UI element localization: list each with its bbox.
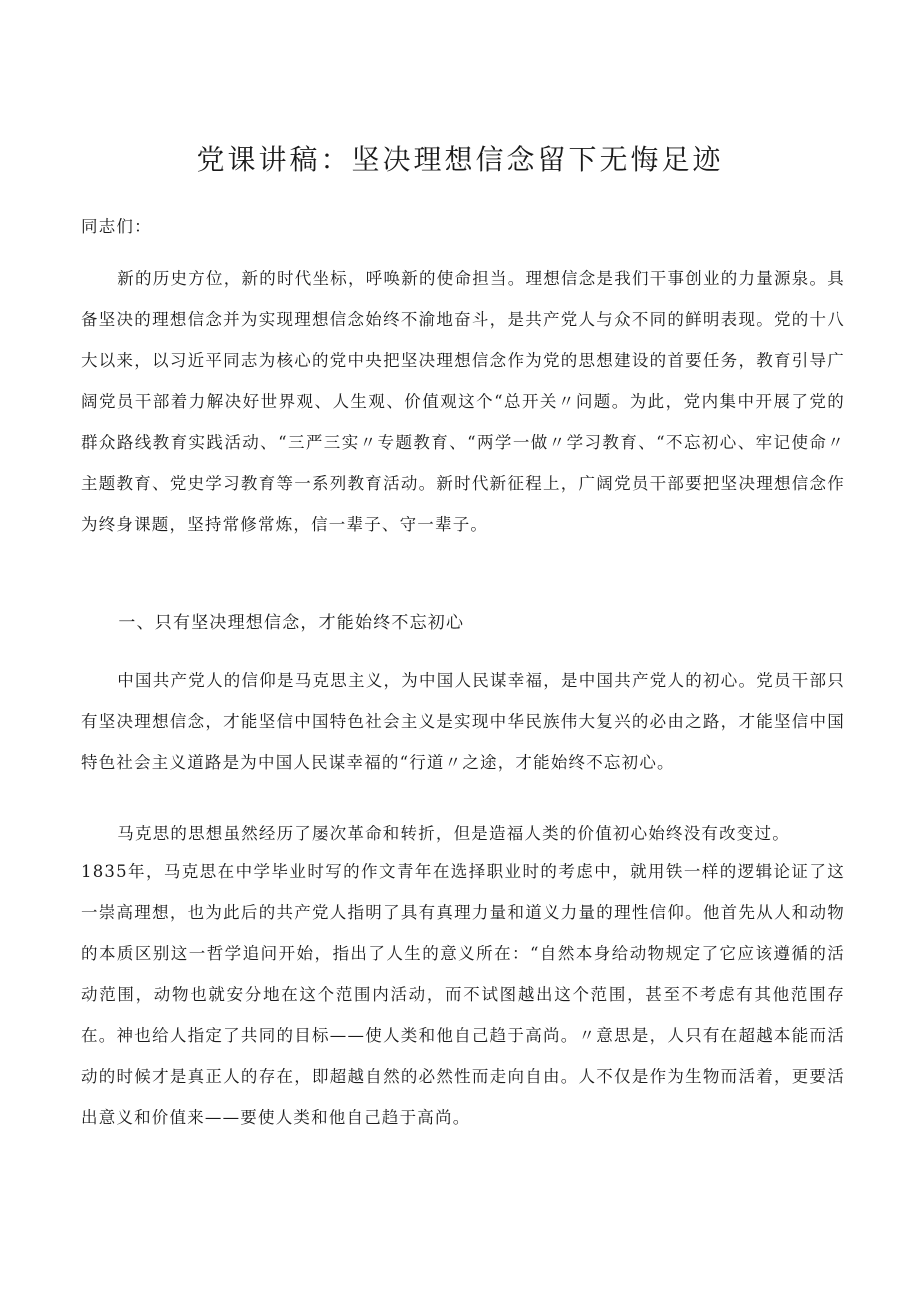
page-title: 党课讲稿：坚决理想信念留下无悔足迹 [196, 143, 724, 176]
paragraph-intro: 新的历史方位，新的时代坐标，呼唤新的使命担当。理想信念是我们干事创业的力量源泉。具备坚决的理想信念并为实现理想信念始终不渝地奋斗，是共产党人与众不同的鲜明表现。党的十八大以来，以习近平同志为核心的党中央把坚决理想信念作为党的思想建设的首要任务，教育引导广阔党员干部着力解决好世界观、人生观、价值观这个“总开关〃问题。为此，党内集中开展了党的群众路线教育实践活动、“三严三实〃专题教育、“两学一做〃学习教育、“不忘初心、牢记使命〃主题教育、党史学习教育等一系列教育活动。新时代新征程上，广阔党员干部要把坚决理想信念作为终身课题，坚持常修常炼，信一辈子、守一辈子。 [81, 269, 845, 534]
paragraph-faith: 中国共产党人的信仰是马克思主义，为中国人民谋幸福，是中国共产党人的初心。党员干部只有坚决理想信念，才能坚信中国特色社会主义是实现中华民族伟大复兴的必由之路，才能坚信中国特色社会主义道路是为中国人民谋幸福的“行道〃之途，才能始终不忘初心。 [81, 671, 845, 772]
paragraph-marx-1835: 1835年，马克思在中学毕业时写的作文青年在选择职业时的考虑中，就用铁一样的逻辑论证了这一崇高理想，也为此后的共产党人指明了具有真理力量和道义力量的理性信仰。他首先从人和动物的本质区别这一哲学追问开始，指出了人生的意义所在：“自然本身给动物规定了它应该遵循的活动范围，动物也就安分地在这个范围内活动，而不试图越出这个范围，甚至不考虑有其他范围存在。神也给人指定了共同的目标——使人类和他自己趋于高尚。〃意思是，人只有在超越本能而活动的时候才是真正人的存在，即超越自然的必然性而走向自由。人不仅是作为生物而活着，更要活出意义和价值来——要使人类和他自己趋于高尚。 [81, 862, 845, 1127]
paragraph-marx-intro: 马克思的思想虽然经历了屡次革命和转折，但是造福人类的价值初心始终没有改变过。 [117, 824, 790, 843]
salutation: 同志们： [81, 217, 152, 236]
section-heading-1: 一、只有坚决理想信念，才能始终不忘初心 [118, 613, 465, 633]
